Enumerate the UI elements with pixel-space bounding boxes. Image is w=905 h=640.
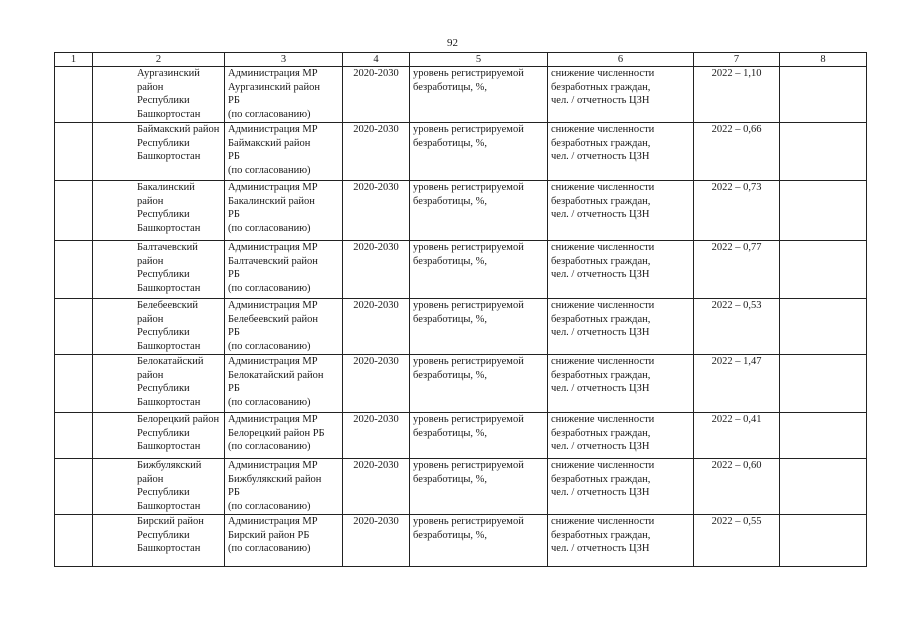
indicator-line: уровень регистрируемой — [413, 414, 524, 425]
indicator-line: уровень регистрируемой — [413, 300, 524, 311]
measure-line: чел. / отчетность ЦЗН — [551, 209, 650, 220]
value-cell: 2022 – 0,77 — [694, 241, 780, 299]
admin-line: Бакалинский район — [228, 195, 315, 207]
district-line: Республики — [137, 529, 190, 541]
page-number: 92 — [447, 37, 458, 49]
district-line: Республики — [137, 383, 190, 394]
period-cell: 2020-2030 — [343, 299, 410, 355]
admin-line: РБ — [228, 95, 240, 106]
indicator-line: безработицы, %, — [413, 369, 488, 381]
note-cell — [780, 299, 867, 355]
measure-cell — [548, 123, 694, 181]
indicator-line: безработицы, %, — [413, 195, 488, 207]
admin-line: РБ — [228, 327, 240, 338]
measure-line: безработных граждан, — [551, 255, 651, 267]
header-cell: 4 — [343, 53, 410, 67]
value-cell: 2022 – 0,73 — [694, 181, 780, 241]
district-line: Башкортостан — [137, 543, 201, 554]
period-cell: 2020-2030 — [343, 123, 410, 181]
admin-line: РБ — [228, 269, 240, 280]
district-line: Белорецкий район — [137, 414, 220, 425]
measure-line: снижение численности — [551, 182, 655, 193]
measure-line: снижение численности — [551, 414, 655, 425]
value-cell: 2022 – 0,41 — [694, 413, 780, 459]
indicator-line: безработицы, %, — [413, 81, 488, 93]
admin-line: Администрация МР — [228, 300, 318, 311]
admin-line: Белокатайский район — [228, 369, 324, 381]
district-cell — [93, 413, 225, 459]
header-cell: 2 — [93, 53, 225, 67]
district-cell — [93, 355, 225, 413]
indicator-line: безработицы, %, — [413, 473, 488, 485]
table-row — [55, 299, 867, 355]
admin-line: (по согласованию) — [228, 164, 311, 176]
note-cell — [780, 241, 867, 299]
measure-line: снижение численности — [551, 242, 655, 253]
indicator-line: уровень регистрируемой — [413, 460, 524, 471]
admin-line: Белорецкий район РБ — [228, 427, 325, 439]
district-line: Республики — [137, 269, 190, 280]
district-line: Белебеевский район — [137, 300, 199, 325]
note-cell — [780, 67, 867, 123]
measure-line: снижение численности — [551, 516, 655, 527]
measure-line: безработных граждан, — [551, 81, 651, 93]
district-line: Республики — [137, 95, 190, 106]
district-cell — [93, 241, 225, 299]
value-cell: 2022 – 0,60 — [694, 459, 780, 515]
executor-cell — [225, 355, 343, 413]
measure-line: чел. / отчетность ЦЗН — [551, 95, 650, 106]
district-line: Башкортостан — [137, 340, 201, 352]
admin-line: (по согласованию) — [228, 108, 311, 120]
admin-line: Белебеевский район — [228, 313, 319, 325]
admin-line: (по согласованию) — [228, 222, 311, 234]
value-cell: 2022 – 0,66 — [694, 123, 780, 181]
table-body — [55, 53, 867, 567]
period-cell: 2020-2030 — [343, 515, 410, 567]
indicator-cell — [410, 413, 548, 459]
data-table — [54, 52, 867, 567]
measure-cell — [548, 515, 694, 567]
district-line: Белокатайский район — [137, 356, 204, 381]
note-cell — [780, 181, 867, 241]
measure-line: безработных граждан, — [551, 529, 651, 541]
indicator-line: уровень регистрируемой — [413, 242, 524, 253]
measure-cell — [548, 67, 694, 123]
admin-line: РБ — [228, 209, 240, 220]
district-line: Башкортостан — [137, 151, 201, 162]
measure-line: чел. / отчетность ЦЗН — [551, 543, 650, 554]
row-number-cell — [55, 67, 93, 123]
admin-line: Администрация МР — [228, 356, 318, 367]
district-line: Бижбулякский район — [137, 460, 202, 485]
measure-line: чел. / отчетность ЦЗН — [551, 383, 650, 394]
indicator-cell — [410, 67, 548, 123]
period-cell: 2020-2030 — [343, 67, 410, 123]
admin-line: Бирский район РБ — [228, 529, 310, 541]
measure-line: снижение численности — [551, 356, 655, 367]
measure-line: чел. / отчетность ЦЗН — [551, 151, 650, 162]
executor-cell — [225, 241, 343, 299]
measure-cell — [548, 459, 694, 515]
district-line: Бирский район — [137, 516, 204, 527]
table-row — [55, 123, 867, 181]
district-cell — [93, 515, 225, 567]
district-cell — [93, 299, 225, 355]
header-row — [55, 53, 867, 67]
district-line: Башкортостан — [137, 396, 201, 408]
indicator-line: безработицы, %, — [413, 529, 488, 541]
table-row — [55, 413, 867, 459]
district-line: Республики — [137, 487, 190, 498]
row-number-cell — [55, 299, 93, 355]
admin-line: (по согласованию) — [228, 543, 311, 554]
value-cell: 2022 – 1,47 — [694, 355, 780, 413]
district-line: Башкортостан — [137, 441, 201, 452]
admin-line: Балтачевский район — [228, 255, 318, 267]
measure-line: снижение численности — [551, 300, 655, 311]
measure-line: безработных граждан, — [551, 195, 651, 207]
district-line: Баймакский район — [137, 124, 220, 135]
admin-line: Администрация МР — [228, 182, 318, 193]
admin-line: Баймакский район — [228, 137, 311, 149]
admin-line: Администрация МР — [228, 414, 318, 425]
district-line: Башкортостан — [137, 108, 201, 120]
admin-line: (по согласованию) — [228, 396, 311, 408]
district-line: Республики — [137, 327, 190, 338]
indicator-line: безработицы, %, — [413, 313, 488, 325]
measure-line: безработных граждан, — [551, 313, 651, 325]
indicator-cell — [410, 181, 548, 241]
note-cell — [780, 515, 867, 567]
district-cell — [93, 123, 225, 181]
indicator-cell — [410, 241, 548, 299]
measure-line: чел. / отчетность ЦЗН — [551, 269, 650, 280]
indicator-line: безработицы, %, — [413, 255, 488, 267]
admin-line: РБ — [228, 487, 240, 498]
admin-line: (по согласованию) — [228, 340, 311, 352]
measure-line: безработных граждан, — [551, 473, 651, 485]
value-cell: 2022 – 0,55 — [694, 515, 780, 567]
admin-line: РБ — [228, 383, 240, 394]
admin-line: Бижбулякский район — [228, 473, 322, 485]
district-line: Республики — [137, 137, 190, 149]
indicator-cell — [410, 355, 548, 413]
row-number-cell — [55, 515, 93, 567]
admin-line: (по согласованию) — [228, 500, 311, 512]
table-row — [55, 515, 867, 567]
row-number-cell — [55, 123, 93, 181]
indicator-cell — [410, 459, 548, 515]
district-line: Республики — [137, 427, 190, 439]
measure-line: чел. / отчетность ЦЗН — [551, 327, 650, 338]
row-number-cell — [55, 355, 93, 413]
indicator-line: уровень регистрируемой — [413, 182, 524, 193]
executor-cell — [225, 67, 343, 123]
measure-cell — [548, 241, 694, 299]
note-cell — [780, 459, 867, 515]
admin-line: (по согласованию) — [228, 282, 311, 294]
header-cell: 1 — [55, 53, 93, 67]
period-cell: 2020-2030 — [343, 241, 410, 299]
period-cell: 2020-2030 — [343, 181, 410, 241]
executor-cell — [225, 459, 343, 515]
district-line: Республики — [137, 209, 190, 220]
admin-line: Аургазинский район — [228, 81, 320, 93]
value-cell: 2022 – 0,53 — [694, 299, 780, 355]
measure-line: чел. / отчетность ЦЗН — [551, 441, 650, 452]
measure-cell — [548, 413, 694, 459]
indicator-line: уровень регистрируемой — [413, 68, 524, 79]
row-number-cell — [55, 241, 93, 299]
executor-cell — [225, 299, 343, 355]
period-cell: 2020-2030 — [343, 355, 410, 413]
admin-line: Администрация МР — [228, 516, 318, 527]
measure-line: безработных граждан, — [551, 369, 651, 381]
measure-line: снижение численности — [551, 68, 655, 79]
district-line: Башкортостан — [137, 222, 201, 234]
indicator-cell — [410, 123, 548, 181]
table-row — [55, 241, 867, 299]
admin-line: (по согласованию) — [228, 441, 311, 452]
district-cell — [93, 181, 225, 241]
header-cell: 5 — [410, 53, 548, 67]
measure-line: безработных граждан, — [551, 137, 651, 149]
admin-line: РБ — [228, 151, 240, 162]
admin-line: Администрация МР — [228, 460, 318, 471]
admin-line: Администрация МР — [228, 68, 318, 79]
table-row — [55, 355, 867, 413]
district-line: Аургазинский район — [137, 68, 200, 93]
indicator-cell — [410, 515, 548, 567]
indicator-line: уровень регистрируемой — [413, 124, 524, 135]
row-number-cell — [55, 181, 93, 241]
measure-line: снижение численности — [551, 124, 655, 135]
note-cell — [780, 355, 867, 413]
district-line: Бакалинский район — [137, 182, 195, 207]
note-cell — [780, 413, 867, 459]
measure-cell — [548, 355, 694, 413]
district-cell — [93, 67, 225, 123]
header-cell: 7 — [694, 53, 780, 67]
table-row — [55, 67, 867, 123]
measure-cell — [548, 181, 694, 241]
value-cell: 2022 – 1,10 — [694, 67, 780, 123]
executor-cell — [225, 123, 343, 181]
row-number-cell — [55, 413, 93, 459]
indicator-line: безработицы, %, — [413, 137, 488, 149]
district-line: Башкортостан — [137, 282, 201, 294]
admin-line: Администрация МР — [228, 242, 318, 253]
period-cell: 2020-2030 — [343, 413, 410, 459]
executor-cell — [225, 181, 343, 241]
measure-cell — [548, 299, 694, 355]
period-cell: 2020-2030 — [343, 459, 410, 515]
indicator-line: уровень регистрируемой — [413, 516, 524, 527]
indicator-line: безработицы, %, — [413, 427, 488, 439]
district-cell — [93, 459, 225, 515]
measure-line: чел. / отчетность ЦЗН — [551, 487, 650, 498]
district-line: Балтачевский район — [137, 242, 198, 267]
header-cell: 6 — [548, 53, 694, 67]
indicator-line: уровень регистрируемой — [413, 356, 524, 367]
executor-cell — [225, 413, 343, 459]
table-row — [55, 459, 867, 515]
district-line: Башкортостан — [137, 500, 201, 512]
row-number-cell — [55, 459, 93, 515]
header-cell: 3 — [225, 53, 343, 67]
executor-cell — [225, 515, 343, 567]
measure-line: снижение численности — [551, 460, 655, 471]
measure-line: безработных граждан, — [551, 427, 651, 439]
header-cell: 8 — [780, 53, 867, 67]
admin-line: Администрация МР — [228, 124, 318, 135]
indicator-cell — [410, 299, 548, 355]
note-cell — [780, 123, 867, 181]
table-row — [55, 181, 867, 241]
